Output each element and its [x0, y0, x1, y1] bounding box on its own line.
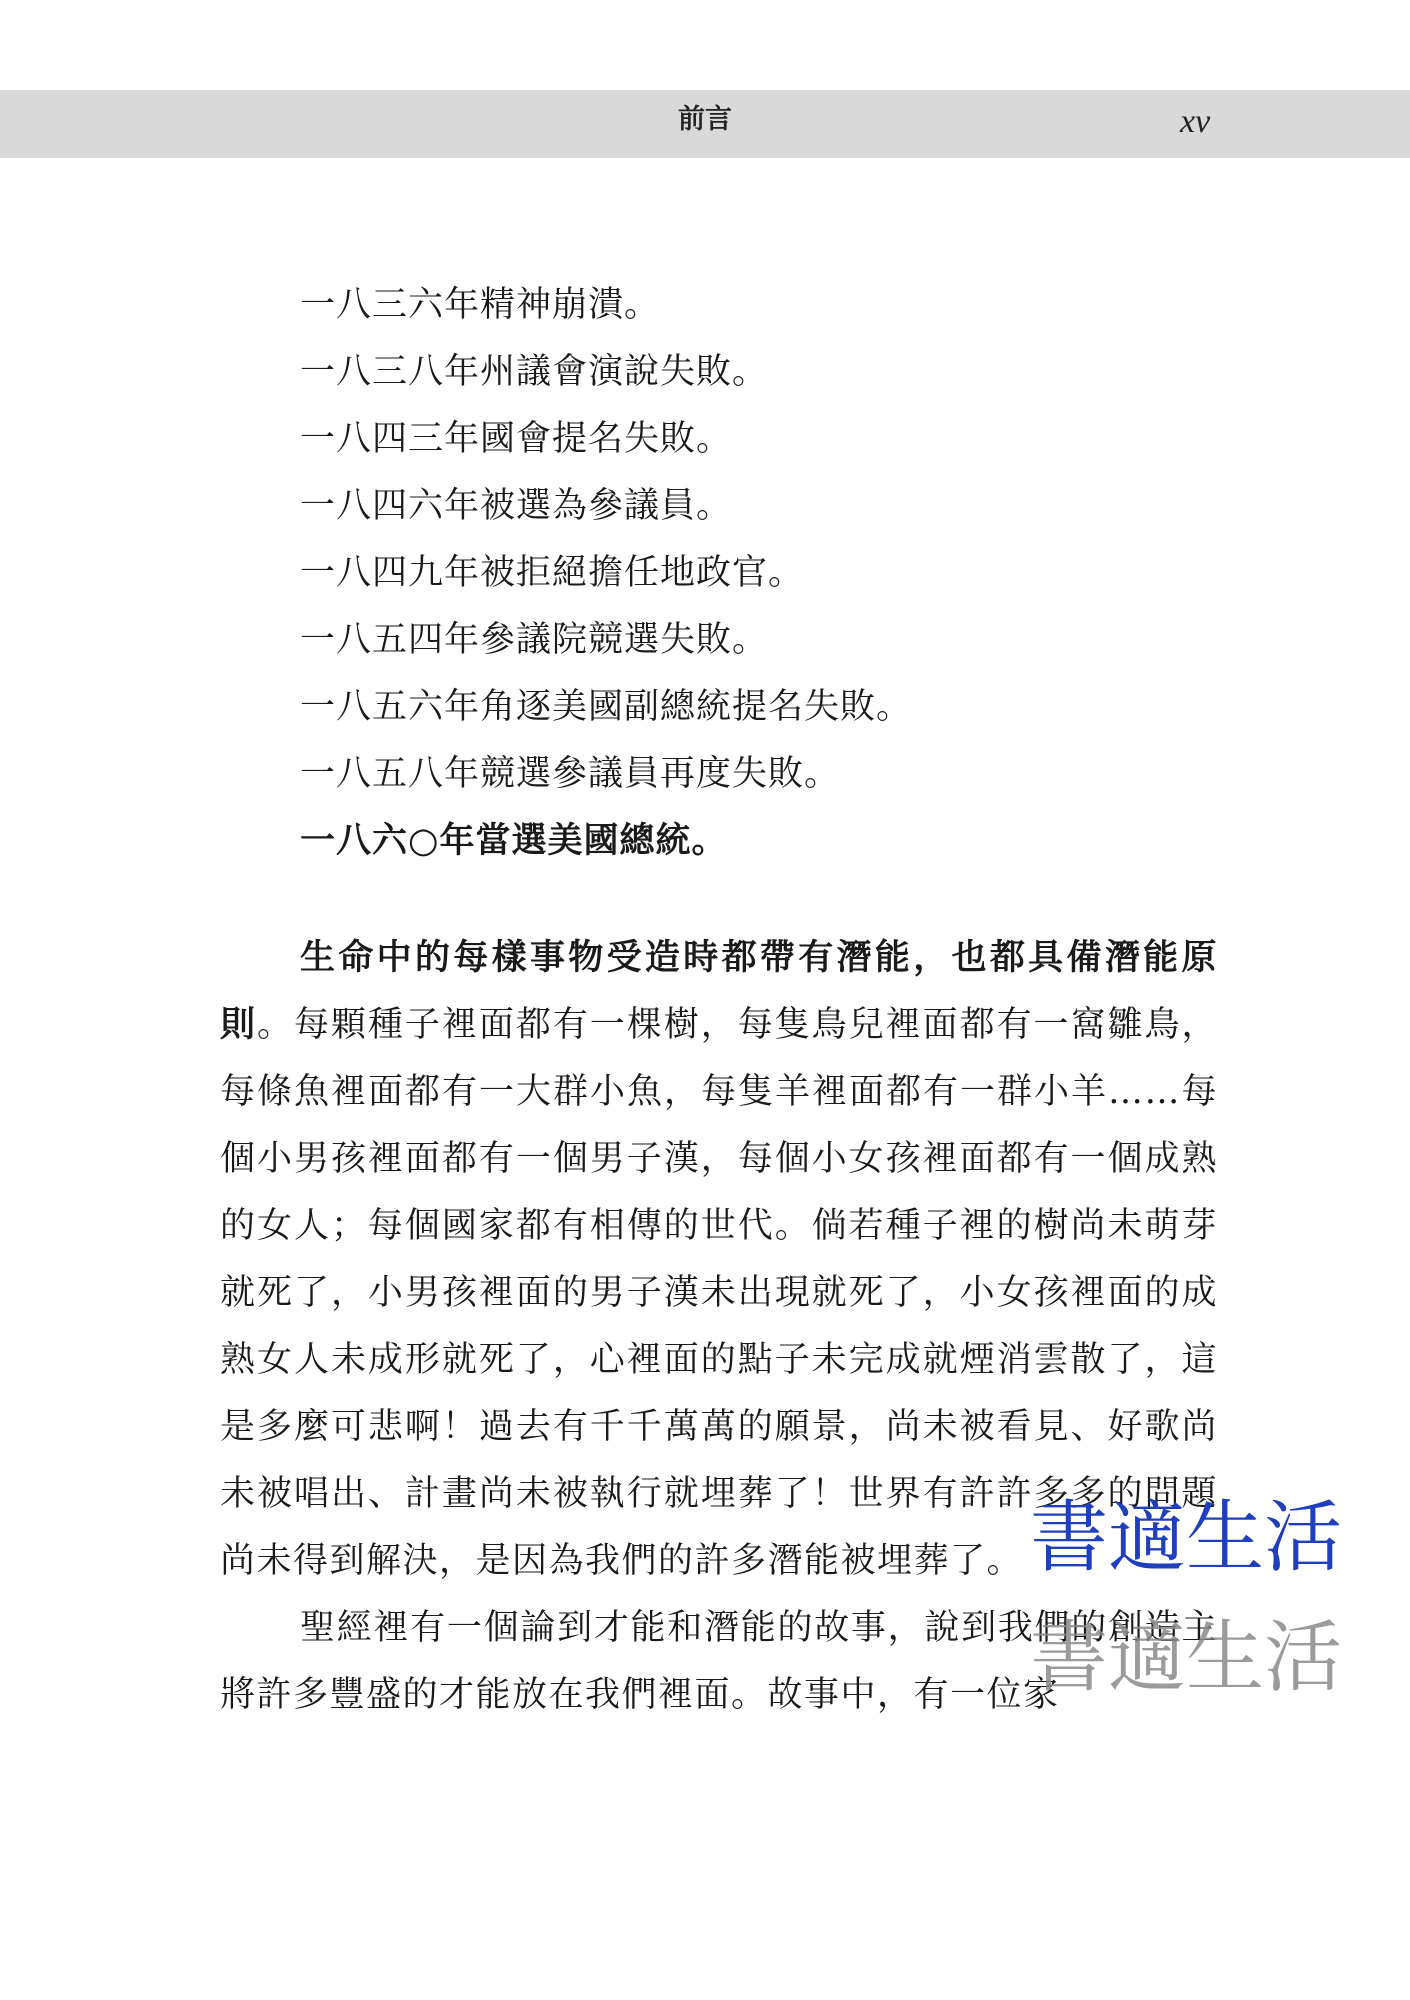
watermark-blue: 書適生活: [1030, 1493, 1343, 1583]
paragraph-text: 聖經裡有一個論到才能和潛能的故事，說到我們的創造主將許多豐盛的才能放在我們裡面。故事中，有一位家: [220, 1608, 1218, 1715]
timeline-item: 一八三八年州議會演說失敗。: [300, 352, 769, 392]
timeline-item: 一八四三年國會提名失敗。: [300, 419, 733, 459]
section-title: 前言: [678, 104, 732, 135]
timeline-item: 一八五四年參議院競選失敗。: [300, 620, 769, 660]
timeline-item: 一八三六年精神崩潰。: [300, 285, 661, 325]
timeline-item-highlight: 一八六○年當選美國總統。: [300, 821, 728, 861]
timeline-item: 一八五八年競選參議員再度失敗。: [300, 754, 841, 794]
body-text: [220, 925, 1218, 1729]
page-number: xv: [1180, 103, 1211, 140]
paragraph-text: 。每顆種子裡面都有一棵樹，每隻鳥兒裡面都有一窩雛鳥，每條魚裡面都有一大群小魚，每隻羊裡面都有一群小羊……每個小男孩裡面都有一個男子漢，每個小女孩裡面都有一個成熟的女人；每個國家都有相傳的世代。倘若種子裡的樹尚未萌芽就死了，小男孩裡面的男子漢未出現就死了，小女孩裡面的成熟女人未成形就死了，心裡面的點子未完成就煙消雲散了，這是多麼可悲啊！過去有千千萬萬的願景，尚未被看見、好歌尚未被唱出、計畫尚未被執行就埋葬了！世界有許許多多的問題尚未得到解決，是因為我們的許多潛能被埋葬了。: [220, 1005, 1218, 1581]
timeline-item: 一八五六年角逐美國副總統提名失敗。: [300, 687, 913, 727]
paragraph-emphasis: 生命中的每樣事物受造時都帶有潛能，也都具備潛能原則: [220, 938, 1218, 1045]
watermark-gray: 書適生活: [1030, 1613, 1343, 1703]
timeline-item: 一八四九年被拒絕擔任地政官。: [300, 553, 805, 593]
timeline-item: 一八四六年被選為參議員。: [300, 486, 733, 526]
timeline-list: [300, 272, 912, 875]
